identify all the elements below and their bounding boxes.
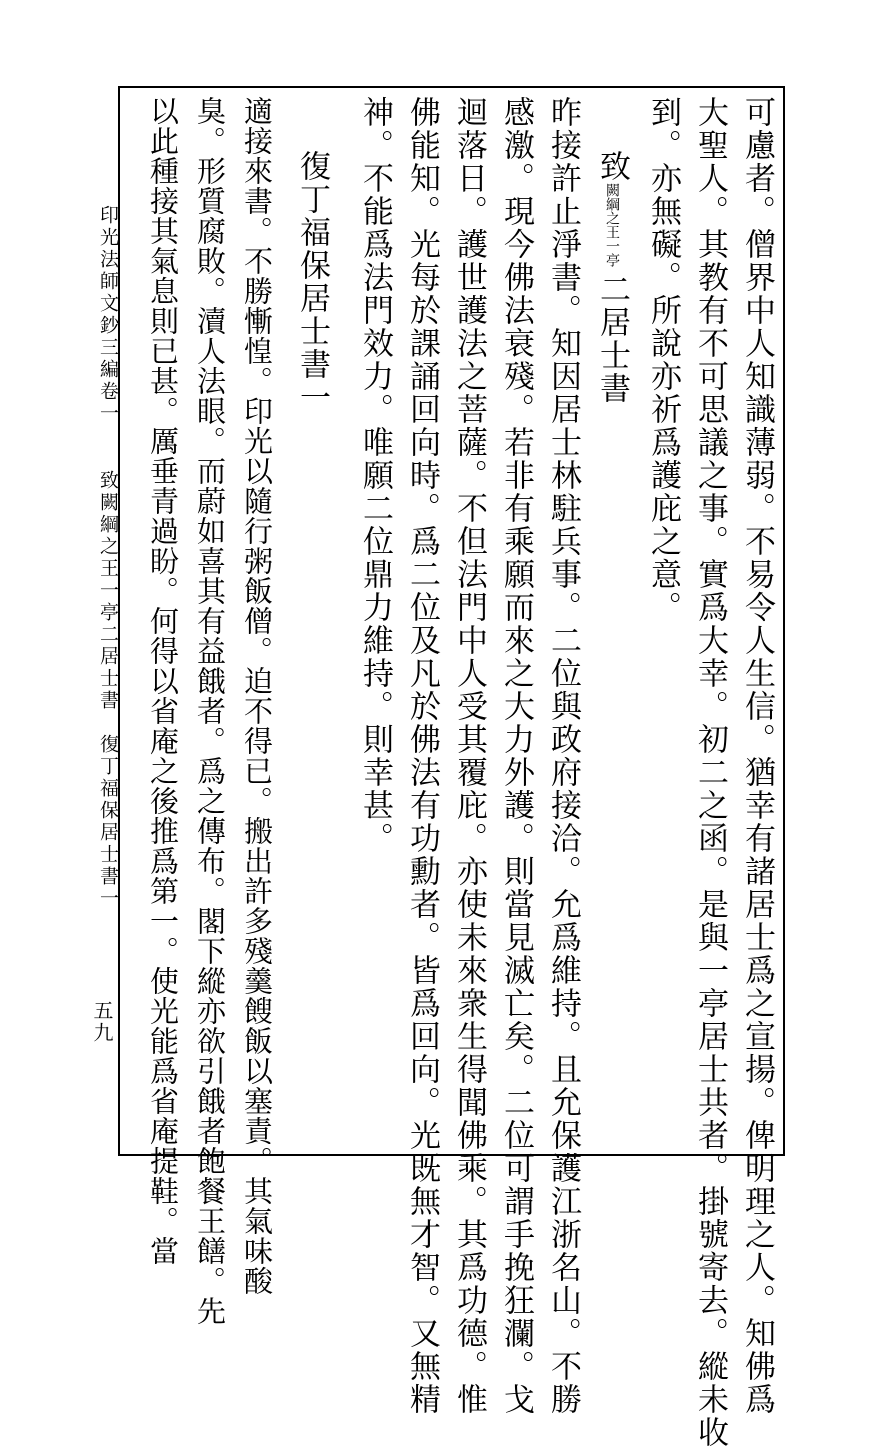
heading-prefix: 致 <box>594 150 630 183</box>
heading-note-left: 王一亭 <box>604 225 620 267</box>
heading-note-right: 闕綱之 <box>604 183 620 225</box>
text-column-10: 臭。形質腐敗。瀆人法眼。而蔚如喜其有益餓者。爲之傳布。閣下縱亦欲引餓者飽餐王饍。先 <box>193 96 227 1326</box>
text-column-4: 昨接許止淨書。知因居士林駐兵事。二位與政府接洽。允爲維持。且允保護江浙名山。不勝 <box>545 96 581 1416</box>
text-column-11: 以此種接其氣息則已甚。厲垂青過盼。何得以省庵之後推爲第一。使光能爲省庵提鞋。當 <box>146 96 180 1266</box>
text-column-9: 適接來書。不勝慚惶。印光以隨行粥飯僧。迫不得已。搬出許多殘羹餿飯以塞責。其氣味酸 <box>240 96 274 1296</box>
text-column-1: 可慮者。僧界中人知識薄弱。不易令人生信。猶幸有諸居士爲之宣揚。俾明理之人。知佛爲 <box>739 96 775 1416</box>
heading-suffix: 二居士書 <box>594 273 630 405</box>
text-column-5: 感激。現今佛法衰殘。若非有乘願而來之大力外護。則當見滅亡矣。二位可謂手挽狂瀾。戈 <box>498 96 534 1416</box>
text-column-8: 神。不能爲法門效力。唯願二位鼎力維持。則幸甚。 <box>357 96 393 855</box>
page-number: 五九 <box>90 1000 114 1044</box>
text-column-2: 大聖人。其教有不可思議之事。實爲大幸。初二之函。是與一亭居士共者。掛號寄去。縱未收 <box>692 96 728 1449</box>
heading-note <box>590 183 634 273</box>
letter-heading-1 <box>590 150 634 405</box>
text-column-6: 迴落日。護世護法之菩薩。不但法門中人受其覆庇。亦使未來衆生得聞佛乘。其爲功德。惟 <box>451 96 487 1416</box>
margin-book-title: 印光法師文鈔三編卷一 <box>97 205 119 425</box>
margin-section-title: 致闕綱之王一亭二居士書 復丁福保居士書一 <box>97 470 119 910</box>
text-column-7: 佛能知。光每於課誦回向時。爲二位及凡於佛法有功勳者。皆爲回向。光既無才智。又無精 <box>404 96 440 1416</box>
text-column-3: 到。亦無礙。所說亦祈爲護庇之意。 <box>645 96 681 624</box>
letter-heading-2: 復丁福保居士書一 <box>294 150 330 414</box>
